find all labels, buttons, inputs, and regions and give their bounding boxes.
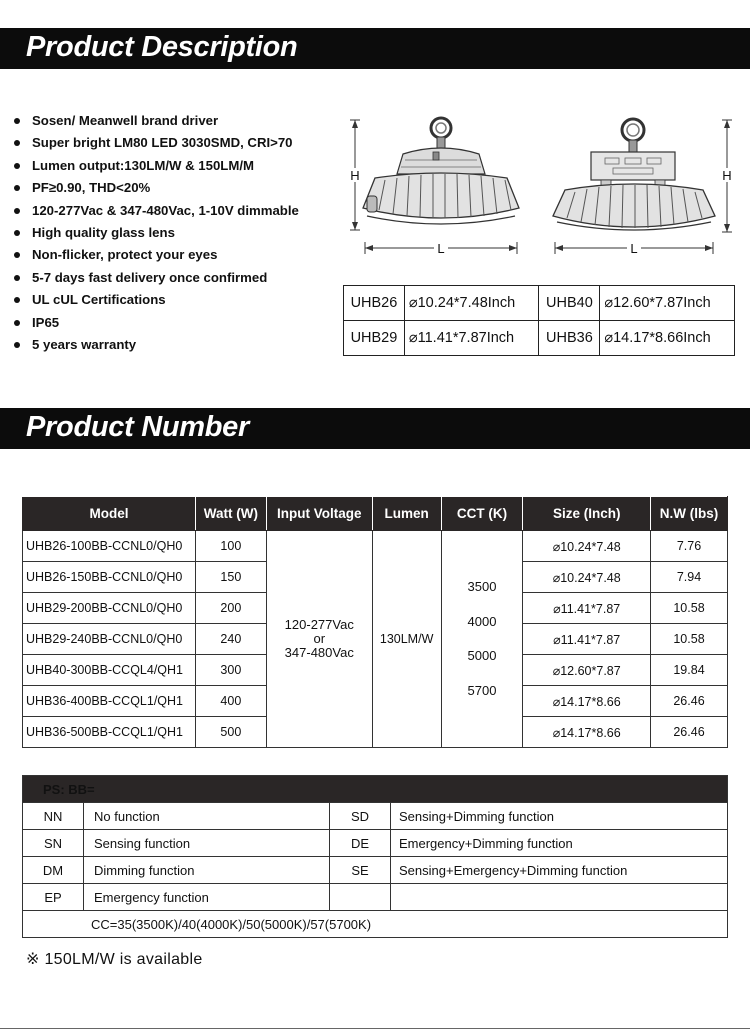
- feature-item: High quality glass lens: [14, 222, 299, 244]
- bullet-icon: [14, 252, 20, 258]
- cct-code-note: CC=35(3500K)/40(4000K)/50(5000K)/57(5700K): [23, 911, 728, 938]
- table-row: [344, 321, 735, 356]
- section-banner-description: [0, 28, 750, 69]
- model-cell: UHB26-100BB-CCNL0/QH0: [23, 531, 196, 562]
- feature-item: Super bright LM80 LED 3030SMD, CRI>70: [14, 132, 299, 154]
- feature-item: 5 years warranty: [14, 334, 299, 356]
- product-spec-table: [22, 496, 728, 748]
- size-cell: ⌀12.60*7.87Inch: [600, 286, 735, 321]
- table-row: [23, 531, 728, 562]
- size-cell: ⌀12.60*7.87: [523, 655, 651, 686]
- column-header: Lumen: [372, 497, 441, 531]
- size-cell: ⌀14.17*8.66: [523, 686, 651, 717]
- description-cell: Sensing+Dimming function: [391, 803, 728, 830]
- model-cell: UHB29-200BB-CCNL0/QH0: [23, 593, 196, 624]
- column-header: Input Voltage: [266, 497, 372, 531]
- section-title: Product Number: [26, 411, 249, 443]
- bullet-icon: [14, 118, 20, 124]
- column-header: N.W (lbs): [651, 497, 728, 531]
- feature-item: 5-7 days fast delivery once confirmed: [14, 267, 299, 289]
- weight-cell: 19.84: [651, 655, 728, 686]
- model-cell: UHB29: [344, 321, 405, 356]
- watt-cell: 240: [195, 624, 266, 655]
- model-cell: UHB40-300BB-CCQL4/QH1: [23, 655, 196, 686]
- bullet-icon: [14, 163, 20, 169]
- table-row: [23, 884, 728, 911]
- column-header: CCT (K): [441, 497, 523, 531]
- size-cell: ⌀14.17*8.66: [523, 717, 651, 748]
- size-cell: ⌀10.24*7.48: [523, 562, 651, 593]
- weight-cell: 26.46: [651, 717, 728, 748]
- size-cell: ⌀10.24*7.48Inch: [404, 286, 539, 321]
- size-cell: ⌀11.41*7.87: [523, 593, 651, 624]
- length-label: L: [437, 241, 445, 256]
- feature-item: UL cUL Certifications: [14, 289, 299, 311]
- table-row: [23, 803, 728, 830]
- weight-cell: 26.46: [651, 686, 728, 717]
- weight-cell: 10.58: [651, 593, 728, 624]
- code-cell: DM: [23, 857, 84, 884]
- watt-cell: 100: [195, 531, 266, 562]
- bullet-icon: [14, 140, 20, 146]
- watt-cell: 150: [195, 562, 266, 593]
- highbay-lamp-side-view: [345, 112, 535, 262]
- watt-cell: 300: [195, 655, 266, 686]
- code-cell: SN: [23, 830, 84, 857]
- feature-item: IP65: [14, 312, 299, 334]
- description-cell: Sensing function: [84, 830, 330, 857]
- table-row: [23, 857, 728, 884]
- description-cell: Emergency+Dimming function: [391, 830, 728, 857]
- bullet-icon: [14, 230, 20, 236]
- bullet-icon: [14, 275, 20, 281]
- weight-cell: 7.76: [651, 531, 728, 562]
- section-banner-number: [0, 408, 750, 449]
- column-header: Watt (W): [195, 497, 266, 531]
- dimension-table: [343, 285, 735, 356]
- weight-cell: 7.94: [651, 562, 728, 593]
- watt-cell: 500: [195, 717, 266, 748]
- section-title: Product Description: [26, 31, 298, 63]
- code-cell: SE: [330, 857, 391, 884]
- model-cell: UHB26: [344, 286, 405, 321]
- watt-cell: 400: [195, 686, 266, 717]
- model-cell: UHB36: [539, 321, 600, 356]
- cct-cell: 3500 4000 5000 5700: [441, 531, 523, 748]
- bullet-icon: [14, 185, 20, 191]
- feature-item: 120-277Vac & 347-480Vac, 1-10V dimmable: [14, 200, 299, 222]
- bullet-icon: [14, 297, 20, 303]
- size-cell: ⌀14.17*8.66Inch: [600, 321, 735, 356]
- model-cell: UHB40: [539, 286, 600, 321]
- bullet-icon: [14, 208, 20, 214]
- model-cell: UHB26-150BB-CCNL0/QH0: [23, 562, 196, 593]
- footnote: ※ 150LM/W is available: [26, 951, 203, 968]
- bullet-icon: [14, 320, 20, 326]
- height-label: H: [722, 168, 732, 183]
- table-row: [344, 286, 735, 321]
- height-label: H: [350, 168, 360, 183]
- size-cell: ⌀11.41*7.87: [523, 624, 651, 655]
- weight-cell: 10.58: [651, 624, 728, 655]
- highbay-lamp-front-view: [543, 112, 738, 262]
- size-cell: ⌀10.24*7.48: [523, 531, 651, 562]
- lumen-cell: 130LM/W: [372, 531, 441, 748]
- watt-cell: 200: [195, 593, 266, 624]
- table-row: [23, 830, 728, 857]
- feature-list: [14, 110, 299, 356]
- description-cell: Sensing+Emergency+Dimming function: [391, 857, 728, 884]
- code-cell: EP: [23, 884, 84, 911]
- model-cell: UHB36-500BB-CCQL1/QH1: [23, 717, 196, 748]
- feature-item: Lumen output:130LM/W & 150LM/M: [14, 155, 299, 177]
- feature-item: Non-flicker, protect your eyes: [14, 244, 299, 266]
- column-header: Model: [23, 497, 196, 531]
- size-cell: ⌀11.41*7.87Inch: [404, 321, 539, 356]
- description-cell: No function: [84, 803, 330, 830]
- model-cell: UHB29-240BB-CCNL0/QH0: [23, 624, 196, 655]
- ps-header: PS: BB=: [23, 776, 728, 803]
- description-cell: Emergency function: [84, 884, 330, 911]
- bullet-icon: [14, 342, 20, 348]
- code-cell: NN: [23, 803, 84, 830]
- description-cell: Dimming function: [84, 857, 330, 884]
- code-cell: DE: [330, 830, 391, 857]
- table-row: [23, 911, 728, 938]
- code-cell: [330, 884, 391, 911]
- code-cell: SD: [330, 803, 391, 830]
- model-cell: UHB36-400BB-CCQL1/QH1: [23, 686, 196, 717]
- feature-item: Sosen/ Meanwell brand driver: [14, 110, 299, 132]
- table-header-row: [23, 497, 728, 531]
- input-voltage-cell: 120-277Vac or 347-480Vac: [266, 531, 372, 748]
- feature-item: PF≥0.90, THD<20%: [14, 177, 299, 199]
- divider: [0, 1028, 750, 1029]
- description-cell: [391, 884, 728, 911]
- function-code-table: [22, 775, 728, 938]
- length-label: L: [630, 241, 638, 256]
- column-header: Size (Inch): [523, 497, 651, 531]
- table-header-row: [23, 776, 728, 803]
